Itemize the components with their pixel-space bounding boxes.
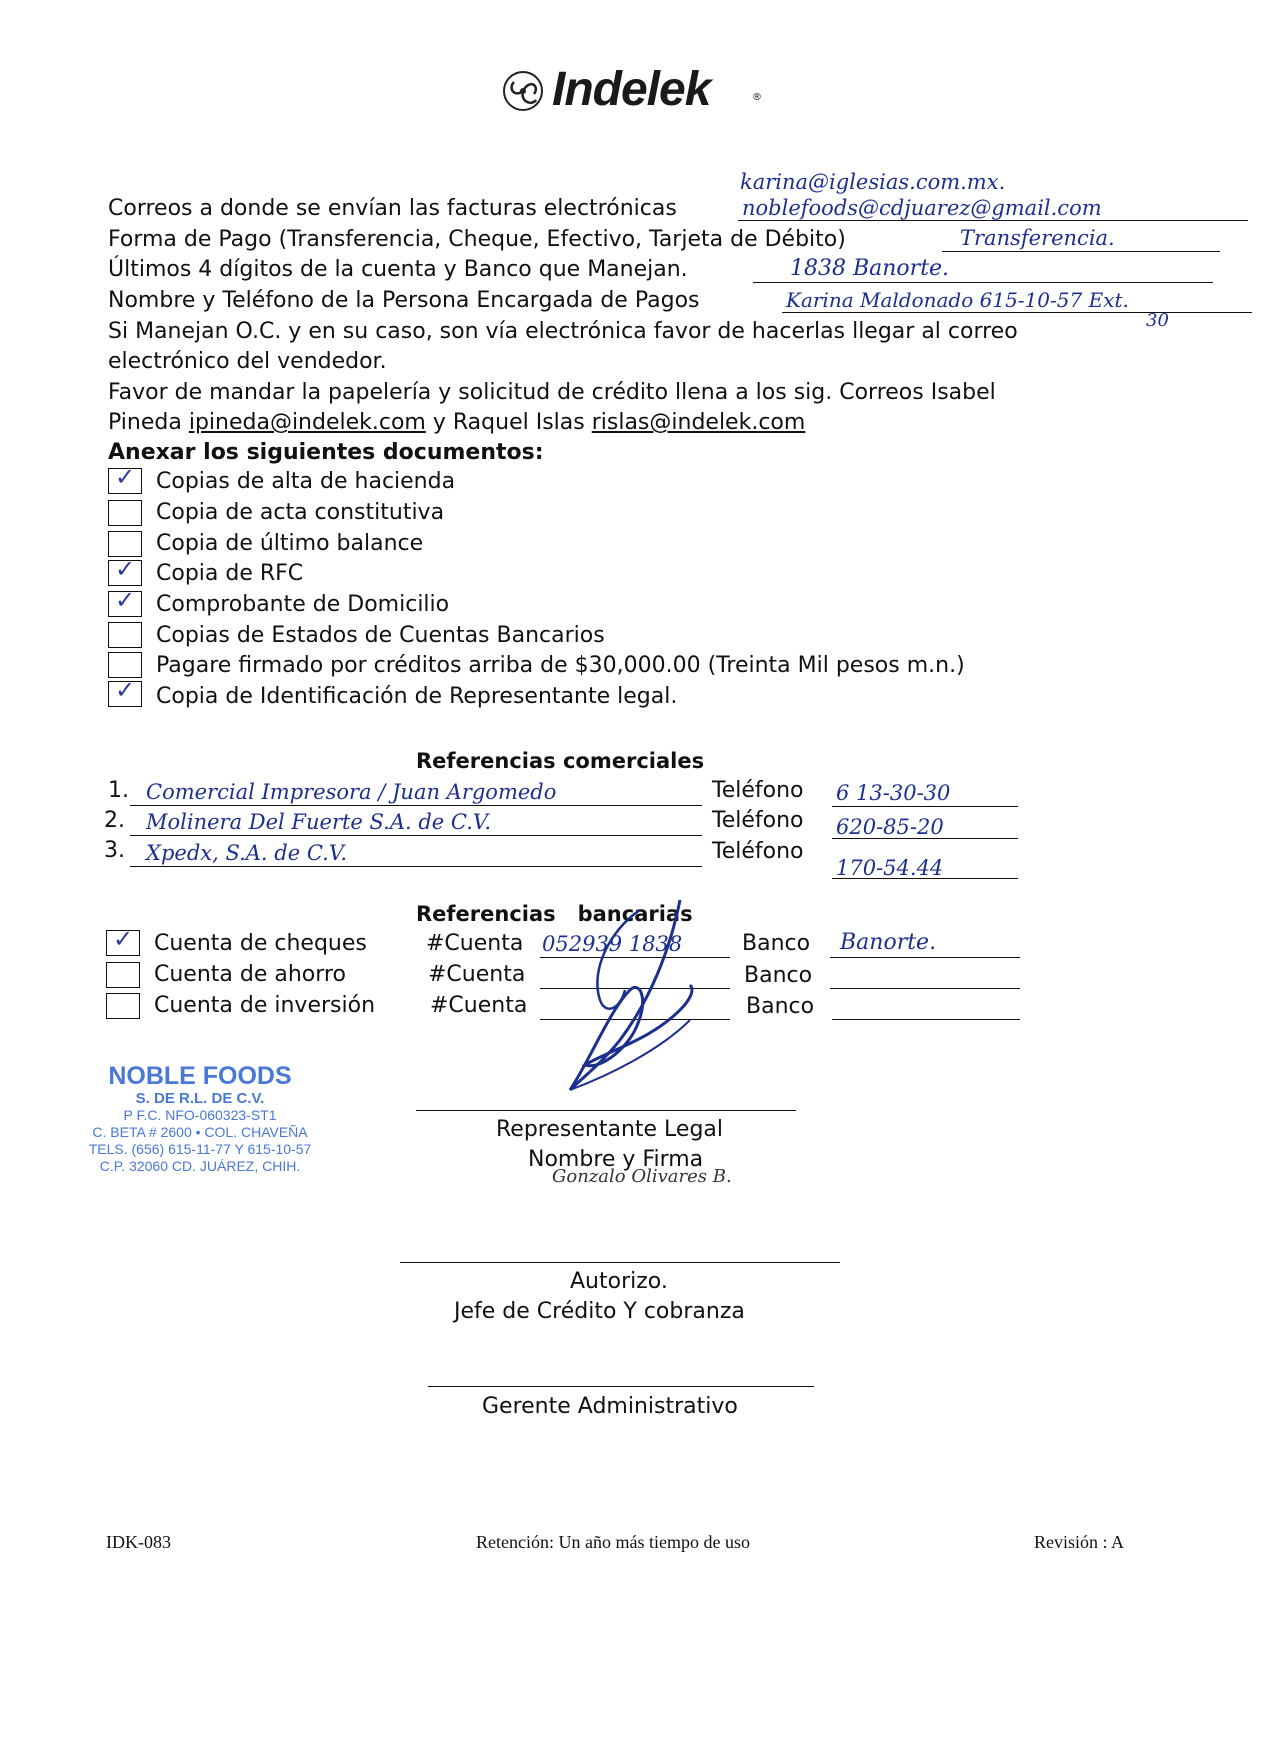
rep-name-handwritten: Gonzalo Olivares B. [552,1166,732,1187]
oc-note-line-1: Si Manejan O.C. y en su caso, son vía electrónica favor de hacerlas llegar al correo [108,319,1018,344]
doc-label-1: Copias de alta de hacienda [156,469,456,494]
commercial-ref-name-1: Comercial Impresora / Juan Argomedo [146,780,557,804]
doc-label-4: Copia de RFC [156,561,304,586]
doc-label-5: Comprobante de Domicilio [156,592,450,617]
bank-name-1: Banorte. [840,930,937,955]
rep-subtitle: Nombre y Firma [528,1147,704,1172]
commercial-ref-num-3: 3. [104,838,125,863]
checkmark-icon: ✓ [115,676,136,704]
commercial-ref-name-line-2 [130,835,702,836]
checkmark-icon: ✓ [115,463,136,491]
bank-checkbox-1[interactable] [106,925,140,956]
bank-checkbox-2[interactable] [106,962,140,988]
payment-contact-label: Nombre y Teléfono de la Persona Encargada de Pagos [108,288,700,313]
bank-account-label-2: #Cuenta [428,962,526,987]
payment-contact-ext: 30 [1146,310,1169,331]
payment-method-label: Forma de Pago (Transferencia, Cheque, Efectivo, Tarjeta de Débito) [108,227,846,252]
commercial-ref-phone-3: 170-54.44 [836,856,944,880]
emails-value: noblefoods@cdjuarez@gmail.com [742,196,1102,220]
stamp-address: C. BETA # 2600 • COL. CHAVEÑA [92,1124,308,1140]
doc-checkbox-1[interactable] [108,463,142,494]
payment-method-underline [942,251,1220,252]
doc-checkbox-5[interactable] [108,586,142,617]
commercial-refs-heading: Referencias comerciales [416,749,705,773]
commercial-ref-phone-label-3: Teléfono [712,839,804,864]
manager-title: Gerente Administrativo [482,1394,738,1419]
commercial-ref-phone-2: 620-85-20 [836,815,944,839]
logo-wordmark: Indelek [552,63,711,116]
auth-signature-line [400,1262,840,1263]
company-logo [500,63,780,116]
commercial-ref-name-line-3 [130,866,702,867]
stamp-company-name: NOBLE FOODS [108,1062,292,1090]
bank-label-2: Banco [744,963,813,988]
doc-checkbox-4[interactable] [108,555,142,586]
signature-scribble [530,890,730,1120]
auth-subtitle: Jefe de Crédito Y cobranza [454,1299,745,1324]
email-link-rislas[interactable]: rislas@indelek.com [591,410,806,435]
doc-checkbox-8[interactable] [108,676,142,707]
account-digits-value: 1838 Banorte. [790,256,950,281]
stamp-phones: TELS. (656) 615-11-77 Y 615-10-57 [88,1141,312,1157]
footer-doc-code: IDK-083 [106,1532,171,1552]
bank-label-3: Banco [746,994,815,1019]
doc-checkbox-3[interactable] [108,531,142,557]
emails-underline [738,220,1248,221]
send-note-line-1: Favor de mandar la papelería y solicitud de crédito llena a los sig. Correos Isabel [108,380,996,405]
commercial-ref-phone-line-1 [832,806,1018,807]
doc-label-7: Pagare firmado por créditos arriba de $30,000.00 (Treinta Mil pesos m.n.) [156,653,965,678]
oc-note-line-2: electrónico del vendedor. [108,349,387,374]
checkmark-icon: ✓ [113,925,134,953]
footer-revision: Revisión : A [1034,1532,1125,1552]
documents-heading: Anexar los siguientes documentos: [108,440,544,465]
commercial-ref-phone-label-2: Teléfono [712,808,804,833]
account-digits-underline [753,282,1213,283]
registered-mark: ® [752,92,762,103]
bank-name-line-1 [830,957,1020,958]
bank-type-3: Cuenta de inversión [154,993,376,1018]
bank-account-1: 052939 1838 [542,932,683,956]
commercial-ref-num-2: 2. [104,808,125,833]
bank-label-1: Banco [742,931,811,956]
footer-retention: Retención: Un año más tiempo de uso [476,1532,750,1552]
bank-checkbox-3[interactable] [106,993,140,1019]
emails-label: Correos a donde se envían las facturas electrónicas [108,196,677,221]
send-note-line-2 [108,409,805,437]
bank-account-label-1: #Cuenta [426,931,524,956]
rep-title: Representante Legal [496,1117,724,1142]
bank-type-1: Cuenta de cheques [154,931,367,956]
doc-checkbox-6[interactable] [108,622,142,648]
checkmark-icon: ✓ [115,586,136,614]
account-digits-label: Últimos 4 dígitos de la cuenta y Banco que Manejan. [108,257,688,282]
bank-account-label-3: #Cuenta [430,993,528,1018]
extra-email-handwritten: karina@iglesias.com.mx. [740,170,1006,194]
company-stamp [50,1062,350,1175]
doc-label-3: Copia de último balance [156,531,424,556]
commercial-ref-num-1: 1. [108,778,129,803]
commercial-ref-phone-label-1: Teléfono [712,778,804,803]
auth-title: Autorizo. [570,1269,668,1294]
doc-label-2: Copia de acta constitutiva [156,500,445,525]
swirl-logo-icon [500,68,546,114]
commercial-ref-name-line-1 [130,805,702,806]
payment-contact-underline [782,312,1252,313]
commercial-ref-name-2: Molinera Del Fuerte S.A. de C.V. [146,810,492,834]
checkmark-icon: ✓ [115,555,136,583]
bank-type-2: Cuenta de ahorro [154,962,346,987]
doc-checkbox-7[interactable] [108,652,142,678]
stamp-postal: C.P. 32060 CD. JUÁREZ, CHIH. [99,1158,301,1174]
doc-label-8: Copia de Identificación de Representante legal. [156,684,678,709]
bank-refs-heading: Referencias bancarias [416,902,693,926]
payment-contact-value: Karina Maldonado 615-10-57 Ext. [786,288,1129,312]
manager-signature-line [428,1386,814,1387]
stamp-company-type: S. DE R.L. DE C.V. [135,1090,265,1107]
payment-method-value: Transferencia. [960,226,1115,250]
commercial-ref-name-3: Xpedx, S.A. de C.V. [146,841,347,865]
commercial-ref-phone-1: 6 13-30-30 [836,781,951,805]
bank-name-line-3 [832,1019,1020,1020]
stamp-rfc: P F.C. NFO-060323-ST1 [123,1107,277,1123]
send-note-prefix: Pineda [108,410,189,435]
send-note-middle: y Raquel Islas [425,410,592,435]
doc-label-6: Copias de Estados de Cuentas Bancarios [156,623,605,648]
bank-name-line-2 [830,988,1020,989]
email-link-ipineda[interactable]: ipineda@indelek.com [188,410,426,435]
rep-signature-line [416,1110,796,1111]
doc-checkbox-2[interactable] [108,500,142,526]
